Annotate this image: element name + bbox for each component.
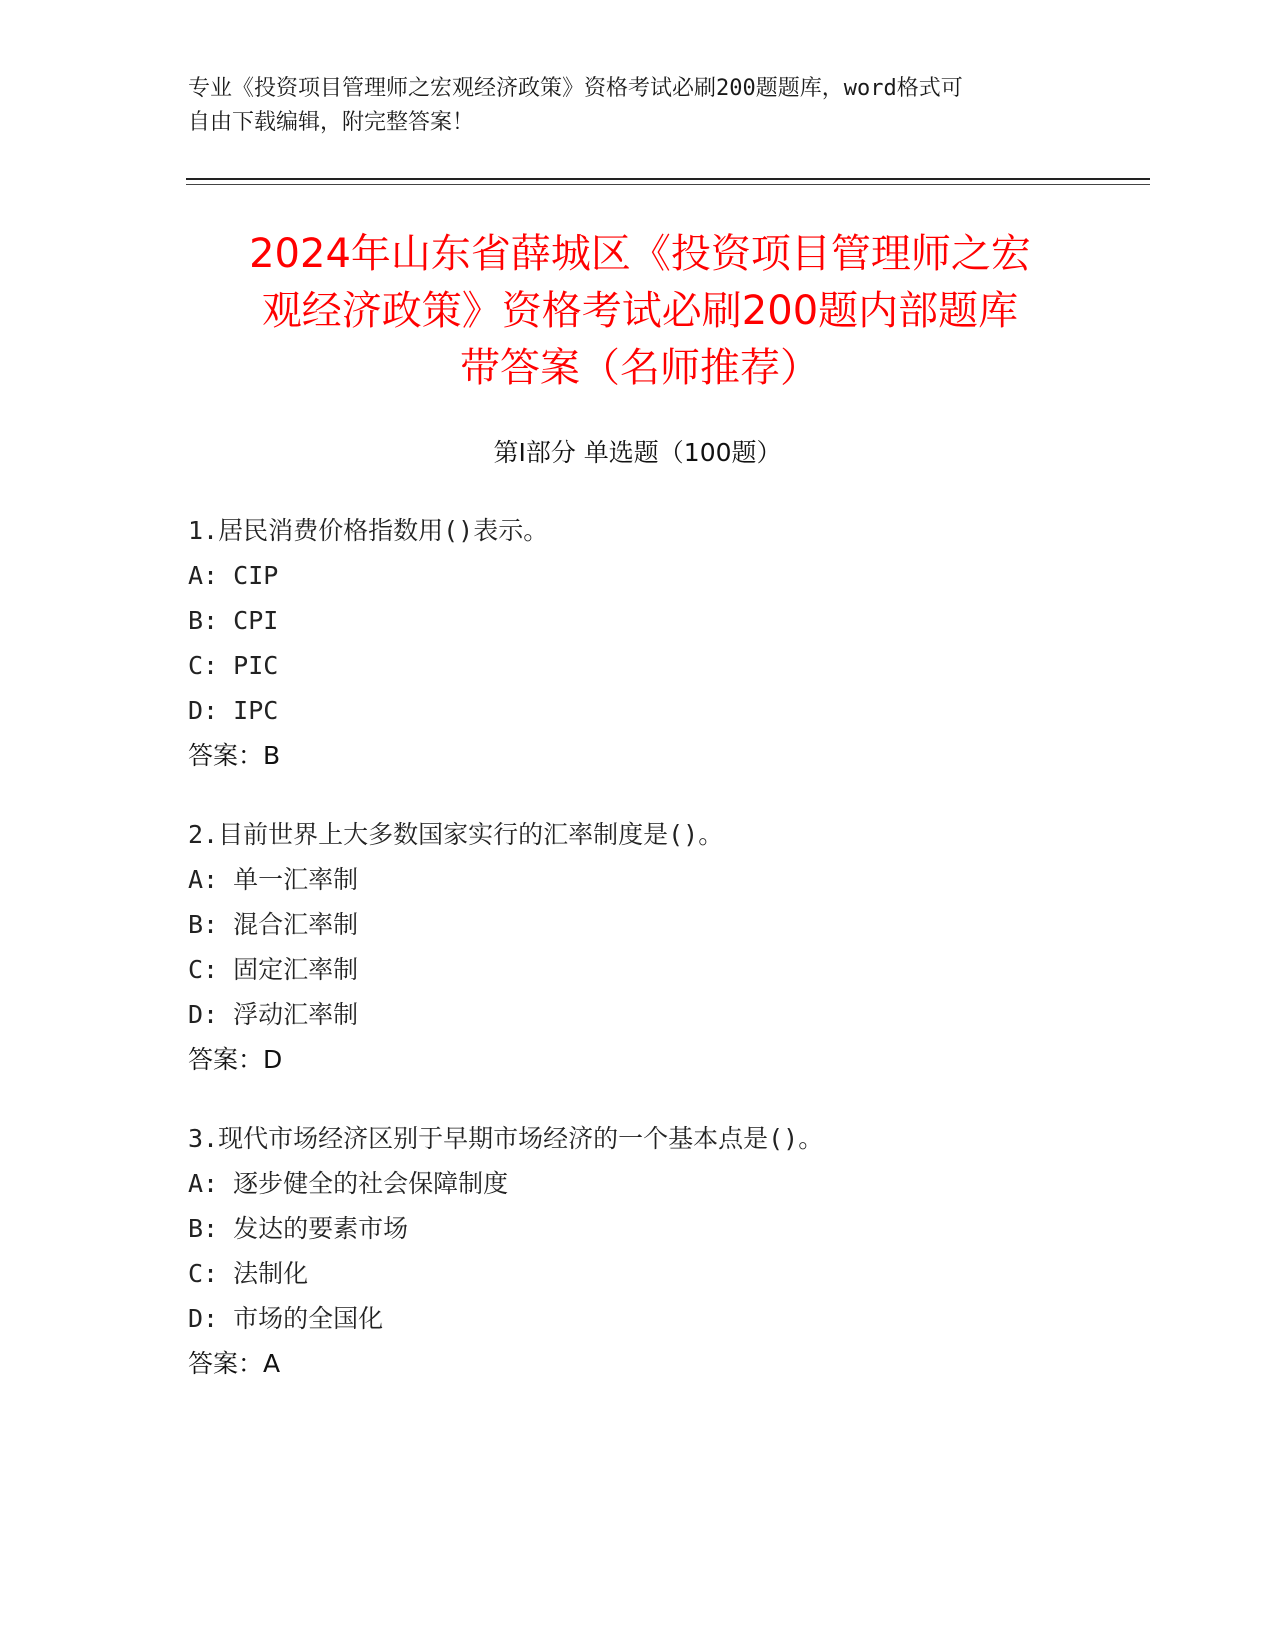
- option-c: C: 固定汇率制: [188, 955, 359, 984]
- option-b: B: 混合汇率制: [188, 910, 359, 939]
- title-line-1: 2024年山东省薛城区《投资项目管理师之宏: [249, 231, 1031, 277]
- option-a: A: CIP: [188, 561, 279, 590]
- question-3: [188, 1116, 1148, 1386]
- answer: 答案：A: [188, 1349, 281, 1378]
- question-2: [188, 812, 1148, 1082]
- option-b: B: 发达的要素市场: [188, 1214, 409, 1243]
- header-note-line-2: 自由下载编辑，附完整答案！: [188, 110, 475, 135]
- option-b: B: CPI: [188, 606, 279, 635]
- option-a: A: 单一汇率制: [188, 865, 359, 894]
- question-stem: 2.目前世界上大多数国家实行的汇率制度是()。: [188, 820, 724, 849]
- option-d: D: 浮动汇率制: [188, 1000, 359, 1029]
- option-d: D: 市场的全国化: [188, 1304, 384, 1333]
- answer: 答案：B: [188, 741, 281, 770]
- option-a: A: 逐步健全的社会保障制度: [188, 1169, 509, 1198]
- title-line-3: 带答案（名师推荐）: [460, 345, 820, 391]
- option-c: C: 法制化: [188, 1259, 309, 1288]
- header-divider-thin: [186, 184, 1150, 185]
- section-heading: 第Ⅰ部分 单选题（100题）: [493, 438, 782, 467]
- answer: 答案：D: [188, 1045, 283, 1074]
- document-title: [150, 226, 1130, 397]
- question-stem: 3.现代市场经济区别于早期市场经济的一个基本点是()。: [188, 1124, 824, 1153]
- title-line-2: 观经济政策》资格考试必刷200题内部题库: [261, 288, 1019, 334]
- header-note: [188, 72, 1088, 140]
- option-c: C: PIC: [188, 651, 279, 680]
- header-note-line-1: 专业《投资项目管理师之宏观经济政策》资格考试必刷200题题库，word格式可: [188, 76, 963, 101]
- option-d: D: IPC: [188, 696, 279, 725]
- question-1: [188, 508, 1148, 778]
- question-stem: 1.居民消费价格指数用()表示。: [188, 516, 549, 545]
- header-divider-thick: [186, 178, 1150, 180]
